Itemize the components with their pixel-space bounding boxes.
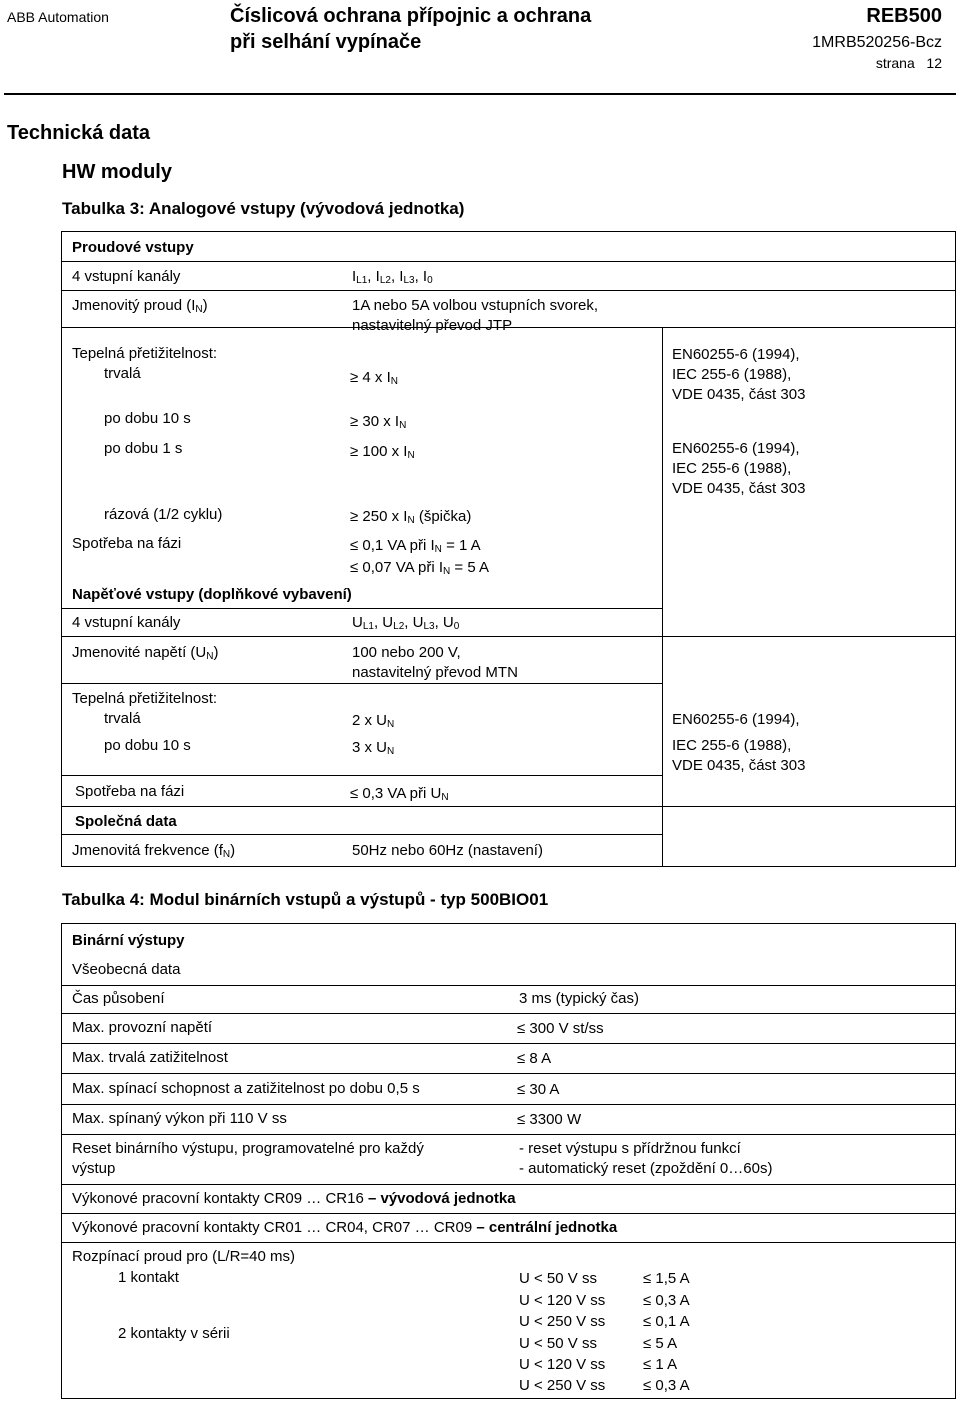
voltage-inputs-heading: Napěťové vstupy (doplňkové vybavení) [72,586,352,603]
break-voltage-6: U < 250 V ss [519,1377,606,1394]
break-voltage-4: U < 50 V ss [519,1335,597,1352]
rated-voltage-value-line1: 100 nebo 200 V, [352,644,461,661]
voltage-standard-line2: IEC 255-6 (1988), [672,737,792,754]
voltage-10s-label: po dobu 10 s [104,737,191,754]
continuous-load-value: ≤ 8 A [517,1050,552,1067]
current-burden-label: Spotřeba na fázi [72,535,182,552]
binary-outputs-heading: Binární výstupy [72,932,185,949]
current-standard-1-line2: IEC 255-6 (1988), [672,366,792,383]
current-continuous-value: ≥ 4 x $I_N$ [350,369,398,387]
greater-equal-icon: ≥ [350,369,359,386]
voltage-10s-value: 3 x $U_N$ [352,739,395,757]
break-current-1: ≤ 1,5 A [643,1270,690,1287]
break-current-6: ≤ 0,3 A [643,1377,690,1394]
make-capacity-label: Max. spínací schopnost a zatižitelnost po dobu 0,5 s [72,1080,420,1097]
break-voltage-1: U < 50 V ss [519,1270,597,1287]
switched-power-label: Max. spínaný výkon při 110 V ss [72,1110,287,1127]
voltage-thermal-label: Tepelná přetižitelnost: [72,690,218,707]
greater-equal-icon: ≥ [350,413,359,430]
current-channels-value: $I_{L1}$, $I_{L2}$, $I_{L3}$, $I_0$ [352,268,433,286]
break-current-3: ≤ 0,1 A [643,1313,690,1330]
page-number: strana 12 [875,55,942,71]
one-contact-label: 1 kontakt [118,1269,179,1286]
less-equal-icon: ≤ [350,559,359,576]
current-standard-1-line3: VDE 0435, část 303 [672,386,806,403]
make-capacity-value: ≤ 30 A [517,1081,560,1098]
less-equal-icon: ≤ [643,1377,652,1394]
breaking-current-label: Rozpínací proud pro (L/R=40 ms) [72,1248,296,1265]
current-1s-label: po dobu 1 s [104,440,183,457]
break-current-5: ≤ 1 A [643,1356,678,1373]
less-equal-icon: ≤ [517,1111,526,1128]
current-burden-value-line2: ≤ 0,07 VA při $I_N = 5$ A [350,559,490,577]
rated-current-label: Jmenovitý proud $(I_N)$ [72,297,208,315]
voltage-channels-value: $U_{L1}$, $U_{L2}$, $U_{L3}$, $U_0$ [352,614,460,632]
less-equal-icon: ≤ [517,1050,526,1067]
break-voltage-5: U < 120 V ss [519,1356,606,1373]
current-burden-value-line1: ≤ 0,1 VA při $I_N = 1$ A [350,537,481,555]
current-standard-1-line1: EN60255-6 (1994), [672,346,800,363]
less-equal-icon: ≤ [350,785,359,802]
less-equal-icon: ≤ [517,1081,526,1098]
power-contacts-feeder: Výkonové pracovní kontakty CR09 … CR16 – vývodová jednotka [72,1190,516,1207]
current-surge-label: rázová (1/2 cyklu) [104,506,223,523]
current-standard-2-line2: IEC 255-6 (1988), [672,460,792,477]
voltage-burden-label: Spotřeba na fázi [75,783,185,800]
general-data-label: Všeobecná data [72,961,181,978]
less-equal-icon: ≤ [643,1313,652,1330]
max-voltage-value: ≤ 300 V st/ss [517,1020,604,1037]
two-contacts-label: 2 kontakty v sérii [118,1325,230,1342]
current-1s-value: ≥ 100 x $I_N$ [350,443,415,461]
power-contacts-central: Výkonové pracovní kontakty CR01 … CR04, CR07 … CR09 – centrální jednotka [72,1219,618,1236]
header-rule [4,93,956,95]
subsection-title: HW moduly [62,161,172,183]
voltage-continuous-label: trvalá [104,710,141,727]
rated-frequency-value: 50Hz nebo 60Hz (nastavení) [352,842,543,859]
less-equal-icon: ≤ [517,1020,526,1037]
table3-caption: Tabulka 3: Analogové vstupy (vývodová jednotka) [62,199,465,218]
current-continuous-label: trvalá [104,365,141,382]
less-equal-icon: ≤ [643,1292,652,1309]
break-voltage-3: U < 250 V ss [519,1313,606,1330]
voltage-standard-line1: EN60255-6 (1994), [672,711,800,728]
greater-equal-icon: ≥ [350,443,359,460]
document-code: 1MRB520256-Bcz [812,34,942,51]
break-voltage-2: U < 120 V ss [519,1292,606,1309]
rated-voltage-label: Jmenovité napětí $(U_N)$ [72,644,219,662]
max-voltage-label: Max. provozní napětí [72,1019,213,1036]
common-data-heading: Společná data [75,813,177,830]
rated-voltage-value-line2: nastavitelný převod MTN [352,664,518,681]
document-title-line2: při selhání vypínače [230,31,422,53]
current-surge-value: ≥ 250 x $I_N$ (špička) [350,508,472,526]
current-10s-label: po dobu 10 s [104,410,191,427]
company-name: ABB Automation [7,9,109,25]
reset-value-line1: - reset výstupu s přídržnou funkcí [519,1140,741,1157]
current-thermal-label: Tepelná přetižitelnost: [72,345,218,362]
current-10s-value: ≥ 30 x $I_N$ [350,413,407,431]
section-title: Technická data [7,122,151,144]
continuous-load-label: Max. trvalá zatižitelnost [72,1049,228,1066]
voltage-channels-label: 4 vstupní kanály [72,614,181,631]
rated-current-value-line2: nastavitelný převod JTP [352,317,513,334]
reset-value-line2: - automatický reset (zpoždění 0…60s) [519,1160,773,1177]
voltage-standard-line3: VDE 0435, část 303 [672,757,806,774]
current-channels-label: 4 vstupní kanály [72,268,181,285]
less-equal-icon: ≤ [643,1356,652,1373]
voltage-continuous-value: 2 x $U_N$ [352,712,395,730]
less-equal-icon: ≤ [643,1270,652,1287]
rated-frequency-label: Jmenovitá frekvence $(f_N)$ [72,842,236,860]
reset-label-line2: výstup [72,1160,116,1177]
break-current-4: ≤ 5 A [643,1335,678,1352]
current-standard-2-line3: VDE 0435, část 303 [672,480,806,497]
table4-caption: Tabulka 4: Modul binárních vstupů a výstupů - typ 500BIO01 [62,890,549,909]
operating-time-label: Čas působení [72,990,165,1007]
greater-equal-icon: ≥ [350,508,359,525]
operating-time-value: 3 ms (typický čas) [519,990,640,1007]
product-name: REB500 [866,5,942,27]
switched-power-value: ≤ 3300 W [517,1111,582,1128]
less-equal-icon: ≤ [643,1335,652,1352]
current-standard-2-line1: EN60255-6 (1994), [672,440,800,457]
less-equal-icon: ≤ [350,537,359,554]
document-title-line1: Číslicová ochrana přípojnic a ochrana [230,5,592,27]
reset-label-line1: Reset binárního výstupu, programovatelné pro každý [72,1140,424,1157]
voltage-burden-value: ≤ 0,3 VA při $U_N$ [350,785,449,803]
break-current-2: ≤ 0,3 A [643,1292,690,1309]
current-inputs-heading: Proudové vstupy [72,239,194,256]
rated-current-value-line1: 1A nebo 5A volbou vstupních svorek, [352,297,598,314]
